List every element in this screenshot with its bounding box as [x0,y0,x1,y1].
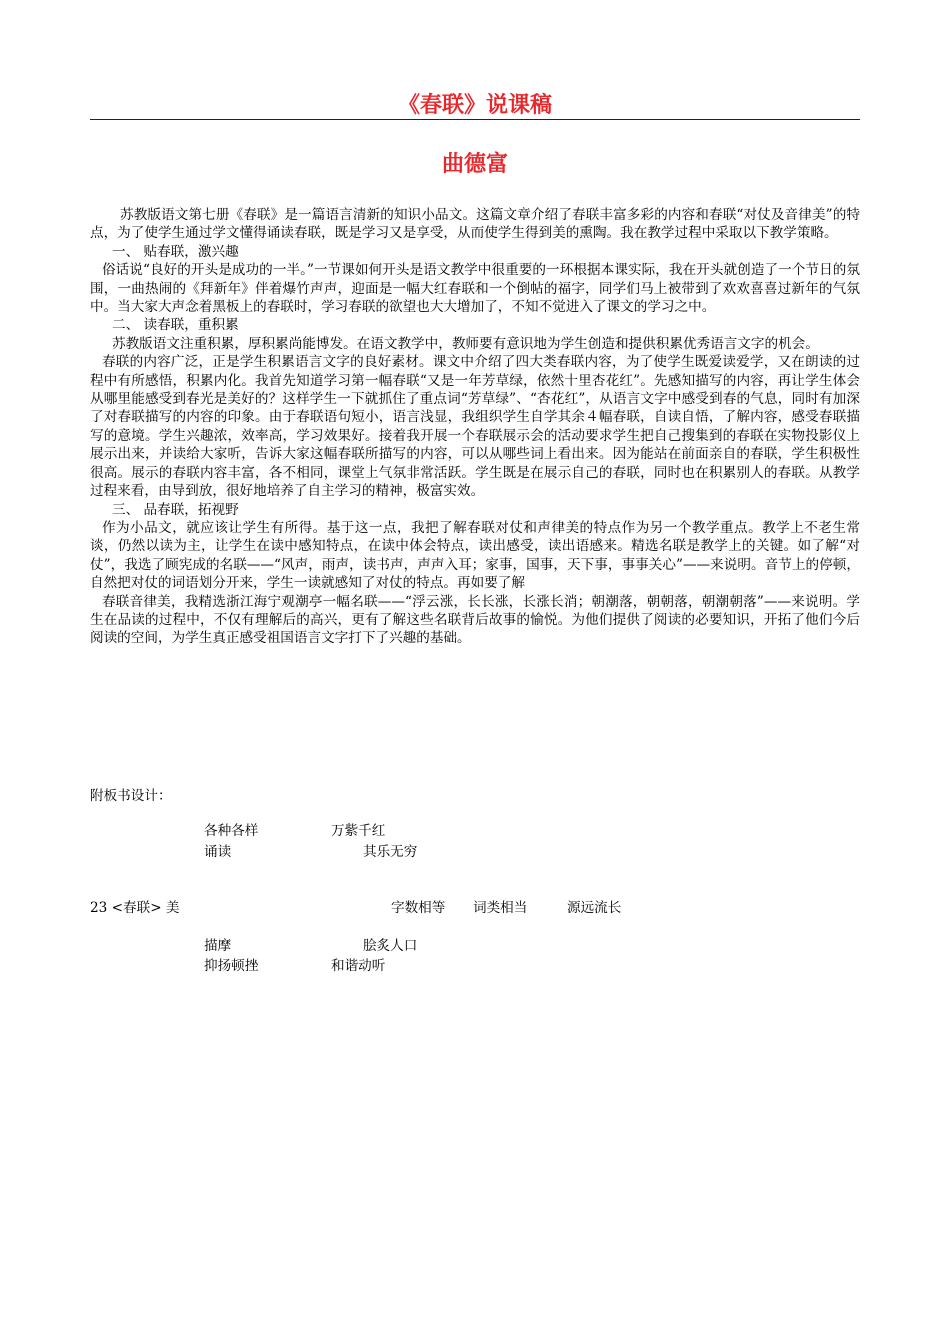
section-2-paragraph-2: 春联的内容广泛，正是学生积累语言文字的良好素材。课文中介绍了四大类春联内容，为了使学生既爱读爱学，又在朗读的过程中有所感悟，积累内化。我首先知道学习第一幅春联“又是一年芳草绿，依然十里杏花红”。先感知描写的内容，再让学生体会从哪里能感受到春光是美好的？这样学生一下就抓住了重点词“芳草绿”、“杏花红”，从语言文字中感受到春的气息，同时有加深了对春联描写的内容的印象。由于春联语句短小，语言浅显，我组织学生自学其余４幅春联，自读自悟，了解内容，感受春联描写的意境。学生兴趣浓，效率高，学习效果好。接着我开展一个春联展示会的活动要求学生把自己搜集到的春联在实物投影仪上展示出来，并读给大家听，告诉大家这幅春联所描写的内容，可以从哪些词上看出来。因为能站在前面亲自的春联，学生积极性很高。展示的春联内容丰富，各不相同，课堂上气氛非常活跃。学生既是在展示自己的春联，同时也在积累别人的春联。从教学过程来看，由导到放，很好地培养了自主学习的精神，极富实效。 [90,354,860,500]
section-2-paragraph-1: 苏教版语文注重积累，厚积累尚能博发。在语文教学中，教师要有意识地为学生创造和提供积累优秀语言文字的机会。 [112,335,819,352]
document-title: 《春联》说课稿 [397,93,552,118]
board-text: 源远流长 [567,900,622,916]
section-3-paragraph-1: 作为小品文，就应该让学生有所得。基于这一点，我把了解春联对仗和声律美的特点作为另一个教学重点。教学上不老生常谈，仍然以读为主，让学生在读中感知特点，在读中体会特点，读出感受，读出语感来。精选名联是教学上的关键。如了解“对仗”，我选了顾宪成的名联——“风声，雨声，读书声，声声入耳；家事，国事，天下事，事事关心”——来说明。音节上的停顿，自然把对仗的词语划分开来，学生一读就感知了对仗的特点。再如要了解 [90,519,860,592]
section-heading-1: 一、 贴春联，激兴趣 [112,243,239,260]
author-name: 曲德富 [441,152,508,177]
board-text: 和谐动听 [331,958,386,974]
board-text: 词类相当 [473,900,528,916]
board-text: 其乐无穷 [363,844,418,860]
title-divider [90,119,860,120]
board-text: 描摩 [204,938,232,954]
section-heading-2: 二、 读春联，重积累 [112,317,239,334]
section-heading-3: 三、 品春联，拓视野 [112,501,239,518]
section-3-paragraph-2: 春联音律美，我精选浙江海宁观潮亭一幅名联——“浮云涨，长长涨，长涨长消；朝潮落，朝朝落，朝潮朝落”——来说明。学生在品读的过程中，不仅有理解后的高兴，更有了解这些名联背后故事的愉悦。为他们提供了阅读的必要知识，开拓了他们今后阅读的空间，为学生真正感受祖国语言文字打下了兴趣的基础。 [90,593,860,647]
board-text: 各种各样 [204,823,259,839]
intro-paragraph: 苏教版语文第七册《春联》是一篇语言清新的知识小品文。这篇文章介绍了春联丰富多彩的内容和春联“对仗及音律美”的特点，为了使学生通过学文懂得诵读春联，既是学习又是享受，从而使学生得到美的熏陶。我在教学过程中采取以下教学策略。 [90,207,860,242]
board-text: 脍炙人口 [363,938,418,954]
board-text: 字数相等 [391,900,446,916]
document-body [90,206,860,648]
section-1-paragraph: 俗话说“良好的开头是成功的一半。”一节课如何开头是语文教学中很重要的一环根据本课实际，我在开头就创造了一个节日的氛围，一曲热闹的《拜新年》伴着爆竹声声，迎面是一幅大红春联和一个倒帖的福字，同学们马上被带到了欢欢喜喜过新年的气氛中。当大家大声念着黑板上的春联时，学习春联的欲望也大大增加了，不知不觉进入了课文的学习之中。 [90,262,860,316]
board-text: 抑扬顿挫 [204,958,259,974]
board-text: 万紫千红 [331,823,386,839]
board-design-label: 附板书设计： [90,788,172,804]
board-text: 诵读 [204,844,232,860]
board-center-title: 23 <春联> 美 [90,900,180,916]
